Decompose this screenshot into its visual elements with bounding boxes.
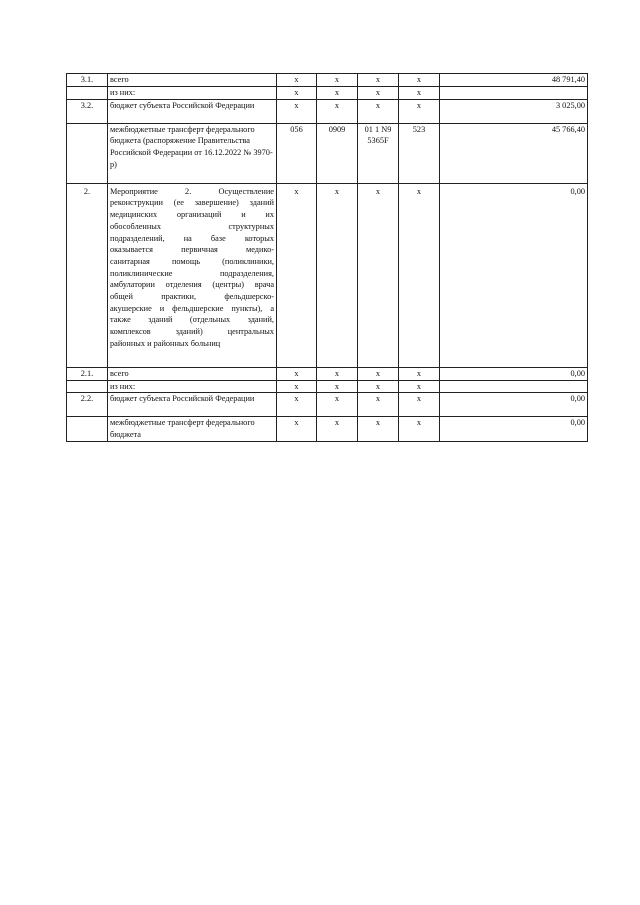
row-description: всего (108, 74, 277, 87)
cell-expense-type: x (399, 87, 440, 100)
cell-target-code: x (358, 380, 399, 393)
cell-expense-type: x (399, 367, 440, 380)
cell-amount (440, 380, 588, 393)
description-line: акушерские и фельдшерские пункты), а (110, 303, 274, 313)
description-line: общей практики, фельдшерско- (110, 292, 274, 302)
cell-expense-type: x (399, 380, 440, 393)
cell-admin-code: x (277, 367, 317, 380)
cell-section-code: x (317, 74, 358, 87)
description-line: поликлинические подразделения, (110, 268, 274, 278)
cell-amount: 0,00 (440, 417, 588, 441)
cell-target-code: x (358, 87, 399, 100)
cell-amount: 0,00 (440, 393, 588, 417)
cell-expense-type: 523 (399, 123, 440, 183)
cell-expense-type: x (399, 74, 440, 87)
description-line: амбулатории отделения (центры) врача (110, 280, 274, 290)
cell-admin-code: x (277, 380, 317, 393)
table-row (67, 380, 588, 393)
row-description: из них: (108, 87, 277, 100)
cell-section-code: 0909 (317, 123, 358, 183)
row-number: 3.2. (67, 99, 108, 123)
cell-amount: 3 025,00 (440, 99, 588, 123)
table-row (67, 417, 588, 441)
description-line: районных и районных больниц (110, 338, 221, 348)
budget-table (66, 73, 588, 442)
cell-section-code: x (317, 183, 358, 367)
cell-amount: 0,00 (440, 183, 588, 367)
table-row (67, 74, 588, 87)
row-number (67, 87, 108, 100)
cell-section-code: x (317, 367, 358, 380)
description-line: медицинских организаций и их (110, 210, 274, 220)
table-row (67, 99, 588, 123)
row-number: 2. (67, 183, 108, 367)
description-line: санитарная помощь (поликлиники, (110, 256, 274, 266)
row-description: межбюджетные трансферт федерального бюджета (распоряжение Правительства Российской Федерации от 16.12.2022 № 3970-р) (108, 123, 277, 183)
description-line: обособленных структурных (110, 221, 274, 231)
cell-target-code: 01 1 N9 5365F (358, 123, 399, 183)
cell-amount: 48 791,40 (440, 74, 588, 87)
table-row (67, 367, 588, 380)
description-line: комплексов зданий) центральных (110, 327, 274, 337)
row-description: бюджет субъекта Российской Федерации (108, 99, 277, 123)
cell-section-code: x (317, 99, 358, 123)
description-line: подразделений, на базе которых (110, 233, 274, 243)
row-number: 3.1. (67, 74, 108, 87)
row-description: межбюджетные трансферт федерального бюджета (108, 417, 277, 441)
cell-admin-code: x (277, 74, 317, 87)
row-number: 2.1. (67, 367, 108, 380)
cell-expense-type: x (399, 183, 440, 367)
row-description (108, 183, 277, 367)
cell-target-code: x (358, 393, 399, 417)
cell-section-code: x (317, 417, 358, 441)
description-line: реконструкции (ее завершение) зданий (110, 198, 274, 208)
cell-section-code: x (317, 87, 358, 100)
description-line: Мероприятие 2. Осуществление (110, 186, 274, 196)
row-description: бюджет субъекта Российской Федерации (108, 393, 277, 417)
row-number: 2.2. (67, 393, 108, 417)
row-description: из них: (108, 380, 277, 393)
cell-section-code: x (317, 380, 358, 393)
cell-target-code: x (358, 183, 399, 367)
row-number (67, 380, 108, 393)
cell-amount: 0,00 (440, 367, 588, 380)
cell-target-code: x (358, 74, 399, 87)
cell-admin-code: x (277, 99, 317, 123)
cell-amount (440, 87, 588, 100)
cell-target-code: x (358, 417, 399, 441)
cell-expense-type: x (399, 99, 440, 123)
row-description: всего (108, 367, 277, 380)
cell-target-code: x (358, 367, 399, 380)
table-row (67, 183, 588, 367)
cell-admin-code: x (277, 183, 317, 367)
cell-admin-code: x (277, 393, 317, 417)
description-line: также зданий (отдельных зданий, (110, 315, 274, 325)
row-number (67, 123, 108, 183)
cell-amount: 45 766,40 (440, 123, 588, 183)
cell-section-code: x (317, 393, 358, 417)
description-line: оказывается первичная медико- (110, 245, 274, 255)
table-row (67, 87, 588, 100)
cell-expense-type: x (399, 417, 440, 441)
table-row (67, 393, 588, 417)
row-number (67, 417, 108, 441)
cell-admin-code: x (277, 417, 317, 441)
table-row (67, 123, 588, 183)
cell-expense-type: x (399, 393, 440, 417)
cell-admin-code: 056 (277, 123, 317, 183)
cell-target-code: x (358, 99, 399, 123)
cell-admin-code: x (277, 87, 317, 100)
